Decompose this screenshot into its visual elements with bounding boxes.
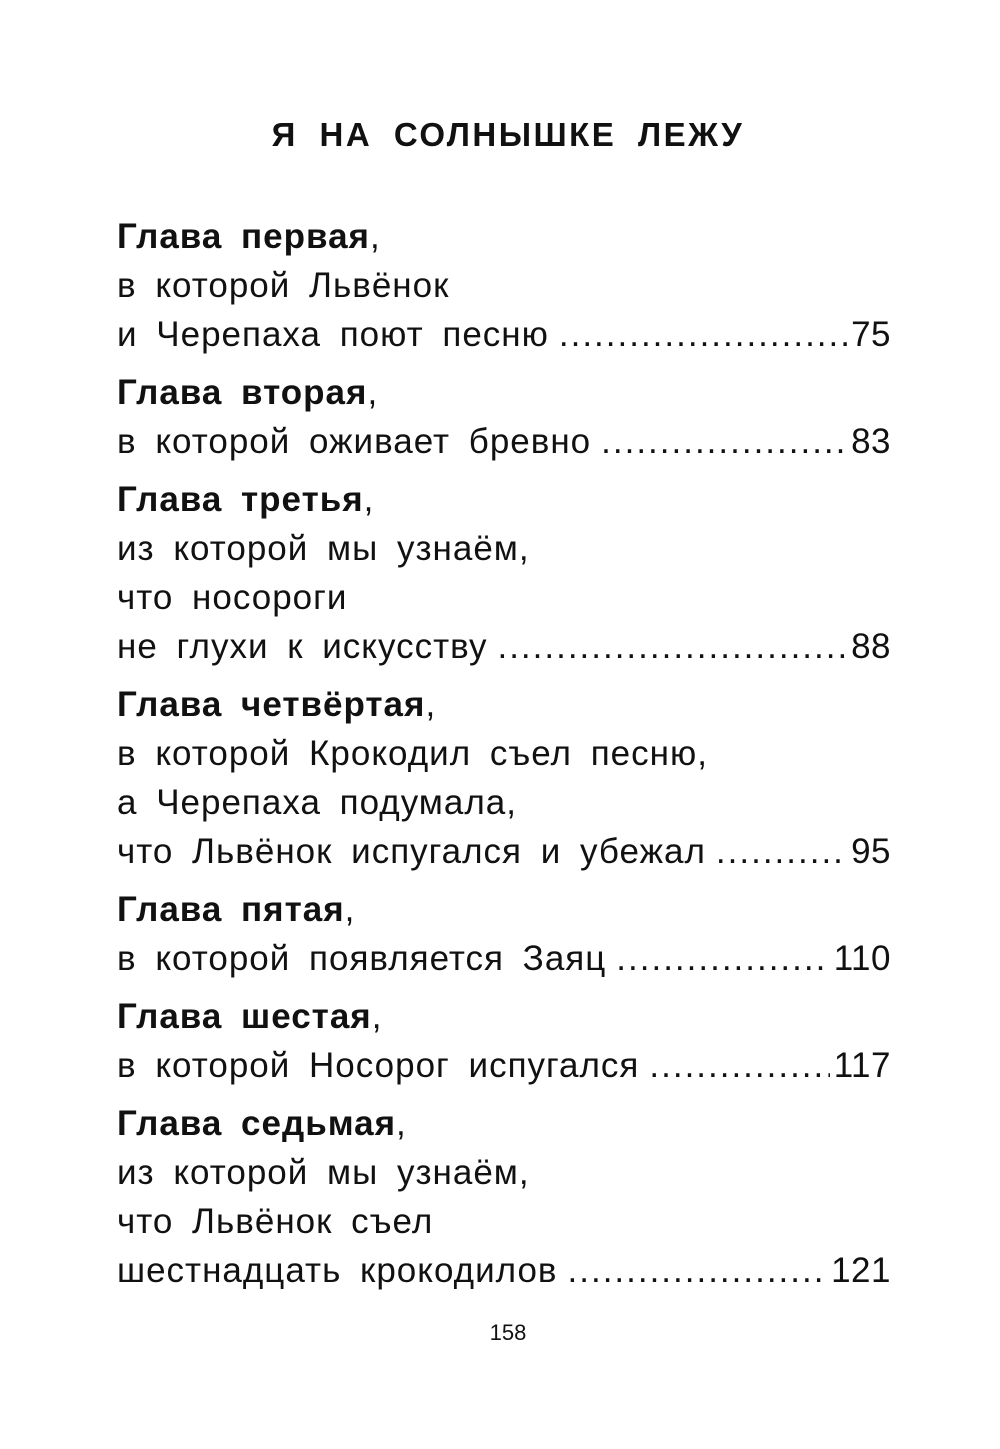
chapter-last-line [117, 1246, 891, 1295]
chapter-subtitle-line: в которой оживает бревно [117, 422, 592, 461]
chapter-heading-text: Глава первая [117, 217, 370, 256]
chapter-heading: Глава пятая, [117, 890, 356, 929]
chapter-last-line [117, 934, 891, 983]
chapter-last-line [117, 417, 891, 466]
chapter-last-line [117, 827, 891, 876]
chapter-heading: Глава вторая, [117, 373, 379, 412]
page-number: 158 [489, 1320, 527, 1345]
chapter-heading: Глава седьмая, [117, 1104, 407, 1143]
chapter-subtitle-line: в которой Львёнок [117, 266, 450, 305]
chapter-heading-text: Глава шестая [117, 997, 372, 1036]
chapter-subtitle-line: что Львёнок испугался и убежал [117, 832, 706, 871]
section-title: Я НА СОЛНЫШКЕ ЛЕЖУ [271, 116, 745, 153]
dot-leader [568, 1246, 828, 1295]
chapter-subtitle-line: в которой Носорог испугался [117, 1046, 640, 1085]
chapter-heading-text: Глава пятая [117, 890, 345, 929]
chapter-heading: Глава четвёртая, [117, 685, 437, 724]
toc-entry [117, 212, 891, 359]
dot-leader [497, 622, 847, 671]
chapter-page-number: 110 [833, 939, 891, 978]
toc-entry [117, 368, 891, 466]
chapter-heading-text: Глава четвёртая [117, 685, 426, 724]
chapter-subtitle-line: из которой мы узнаём, [117, 529, 530, 568]
chapter-page-number: 95 [851, 832, 891, 871]
chapter-last-line [117, 1041, 891, 1090]
chapter-heading-text: Глава третья [117, 480, 364, 519]
dot-leader [716, 827, 847, 876]
chapter-last-line [117, 622, 891, 671]
chapter-subtitle-line: и Черепаха поют песню [117, 315, 549, 354]
chapter-heading-text: Глава вторая [117, 373, 368, 412]
chapter-heading: Глава третья, [117, 480, 375, 519]
chapter-subtitle-line: что Львёнок съел [117, 1202, 434, 1241]
dot-leader [559, 310, 847, 359]
dot-leader [601, 417, 847, 466]
chapter-heading: Глава первая, [117, 217, 381, 256]
chapter-subtitle-line: в которой появляется Заяц [117, 939, 607, 978]
toc-entry [117, 885, 891, 983]
chapter-subtitle-line: шестнадцать крокодилов [117, 1251, 558, 1290]
table-of-contents [117, 212, 891, 1304]
chapter-subtitle-line: а Черепаха подумала, [117, 783, 517, 822]
dot-leader [616, 934, 829, 983]
chapter-heading: Глава шестая, [117, 997, 383, 1036]
chapter-heading-text: Глава седьмая [117, 1104, 397, 1143]
toc-entry [117, 680, 891, 876]
toc-entry [117, 475, 891, 671]
chapter-subtitle-line: что носороги [117, 578, 348, 617]
toc-entry [117, 1099, 891, 1295]
chapter-subtitle-line: в которой Крокодил съел песню, [117, 734, 708, 773]
chapter-last-line [117, 310, 891, 359]
chapter-page-number: 75 [851, 315, 891, 354]
chapter-page-number: 88 [851, 627, 891, 666]
chapter-subtitle-line: не глухи к искусству [117, 627, 488, 666]
dot-leader [649, 1041, 829, 1090]
chapter-subtitle-line: из которой мы узнаём, [117, 1153, 530, 1192]
chapter-page-number: 121 [831, 1251, 891, 1290]
chapter-page-number: 83 [851, 422, 891, 461]
toc-entry [117, 992, 891, 1090]
chapter-page-number: 117 [833, 1046, 891, 1085]
